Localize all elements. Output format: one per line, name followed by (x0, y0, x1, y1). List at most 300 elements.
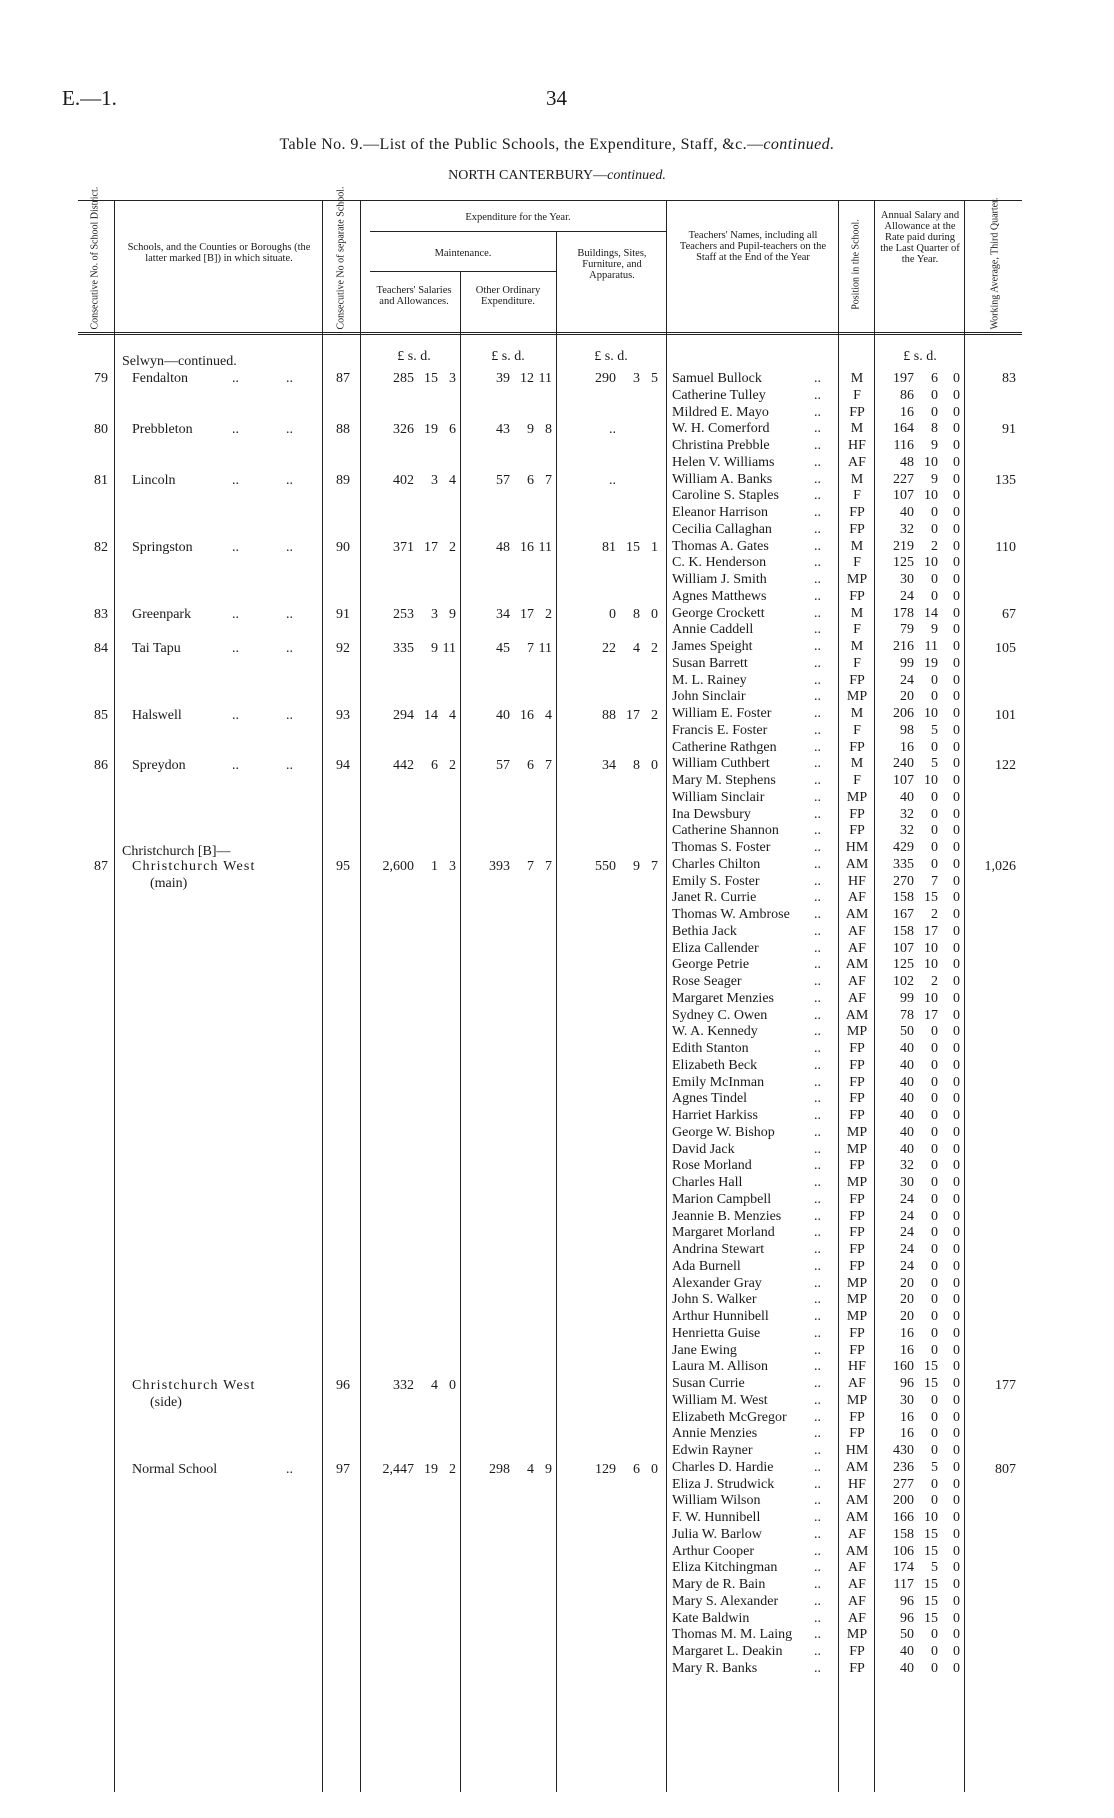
working-average: 177 (995, 1378, 1016, 1393)
salary-pounds: 40 (900, 1644, 914, 1659)
salary-pounds: 24 (900, 1259, 914, 1274)
salary-shillings: 0 (931, 823, 938, 838)
salary-pence: 0 (953, 1410, 960, 1425)
teacher-name: Thomas A. Gates (672, 539, 769, 554)
leader-dots: .. (814, 572, 821, 587)
salary-shillings: 0 (931, 405, 938, 420)
salary-pounds: 40 (900, 1058, 914, 1073)
salary-pounds: 102 (893, 974, 914, 989)
salary-shillings: 5 (931, 756, 938, 771)
teacher-position: M (850, 706, 864, 721)
salary-pounds: 32 (900, 522, 914, 537)
working-average: 807 (995, 1462, 1016, 1477)
teacher-position: HF (848, 1477, 866, 1492)
salaries-shillings: 1 (431, 859, 438, 874)
leader-dots: .. (286, 540, 293, 555)
salary-pounds: 117 (893, 1577, 914, 1592)
leader-dots: .. (814, 1661, 821, 1676)
teacher-position: MP (846, 1276, 868, 1291)
salary-pence: 0 (953, 706, 960, 721)
school-number: 87 (336, 371, 350, 386)
salary-shillings: 0 (931, 1477, 938, 1492)
teacher-name: Kate Baldwin (672, 1611, 750, 1626)
salary-shillings: 14 (924, 606, 938, 621)
buildings-shillings: 8 (633, 758, 640, 773)
salary-shillings: 19 (924, 656, 938, 671)
salary-pounds: 158 (893, 890, 914, 905)
salaries-shillings: 3 (431, 473, 438, 488)
teacher-position: HF (848, 1359, 866, 1374)
teacher-position: FP (849, 1410, 865, 1425)
teacher-position: FP (849, 1075, 865, 1090)
salary-shillings: 0 (931, 1493, 938, 1508)
teacher-position: MP (846, 790, 868, 805)
salary-pence: 0 (953, 1008, 960, 1023)
salary-shillings: 15 (924, 1544, 938, 1559)
salary-pence: 0 (953, 1091, 960, 1106)
salary-shillings: 7 (931, 874, 938, 889)
other-expenditure-pounds: 43 (496, 422, 510, 437)
leader-dots: .. (814, 673, 821, 688)
salary-pounds: 24 (900, 1242, 914, 1257)
leader-dots: .. (814, 1544, 821, 1559)
school-number: 91 (336, 607, 350, 622)
salary-shillings: 0 (931, 1259, 938, 1274)
school-name-line2: (main) (150, 876, 188, 891)
teacher-position: FP (849, 1426, 865, 1441)
salary-shillings: 10 (924, 941, 938, 956)
lsd-header-salaries: £ s. d. (397, 349, 431, 364)
salary-pounds: 40 (900, 1661, 914, 1676)
leader-dots: .. (814, 890, 821, 905)
teacher-name: Charles Chilton (672, 857, 761, 872)
teacher-position: FP (849, 823, 865, 838)
salary-pence: 0 (953, 974, 960, 989)
buildings: .. (609, 422, 616, 437)
other-expenditure-pounds: 57 (496, 758, 510, 773)
salary-pounds: 174 (893, 1560, 914, 1575)
teacher-name: W. H. Comerford (672, 421, 770, 436)
working-average: 110 (995, 540, 1016, 555)
salary-shillings: 0 (931, 1343, 938, 1358)
col-header-maintenance: Maintenance. (434, 248, 492, 259)
salary-shillings: 10 (924, 1510, 938, 1525)
salary-pounds: 166 (893, 1510, 914, 1525)
teacher-position: FP (849, 589, 865, 604)
salary-pounds: 30 (900, 1175, 914, 1190)
salary-pounds: 24 (900, 589, 914, 604)
salary-shillings: 8 (931, 421, 938, 436)
salary-pounds: 40 (900, 1075, 914, 1090)
leader-dots: .. (814, 1627, 821, 1642)
salaries-shillings: 19 (424, 422, 438, 437)
leader-dots: .. (814, 1276, 821, 1291)
other-expenditure-pence: 8 (545, 422, 552, 437)
salary-shillings: 0 (931, 1209, 938, 1224)
teacher-position: M (850, 756, 864, 771)
leader-dots: .. (814, 1058, 821, 1073)
other-expenditure-pounds: 40 (496, 708, 510, 723)
teacher-position: MP (846, 1175, 868, 1190)
teacher-position: FP (849, 673, 865, 688)
other-expenditure-pence: 7 (545, 758, 552, 773)
salary-pence: 0 (953, 890, 960, 905)
teacher-position: FP (849, 522, 865, 537)
salaries-pounds: 332 (393, 1378, 414, 1393)
school-name: Christchurch West (132, 859, 256, 874)
school-name: Prebbleton (132, 422, 193, 437)
buildings-pounds: 34 (602, 758, 616, 773)
salary-pence: 0 (953, 1326, 960, 1341)
teacher-name: M. L. Rainey (672, 673, 747, 688)
salary-shillings: 0 (931, 1142, 938, 1157)
leader-dots: .. (814, 1527, 821, 1542)
leader-dots: .. (814, 1460, 821, 1475)
leader-dots: .. (814, 874, 821, 889)
teacher-name: Andrina Stewart (672, 1242, 765, 1257)
district-number: 80 (94, 422, 108, 437)
salary-pounds: 24 (900, 1192, 914, 1207)
teacher-name: Charles D. Hardie (672, 1460, 774, 1475)
leader-dots: .. (814, 421, 821, 436)
teacher-name: James Speight (672, 639, 753, 654)
salary-pence: 0 (953, 438, 960, 453)
leader-dots: .. (286, 371, 293, 386)
teacher-position: MP (846, 1292, 868, 1307)
school-number: 95 (336, 859, 350, 874)
leader-dots: .. (814, 555, 821, 570)
salary-shillings: 0 (931, 689, 938, 704)
salary-shillings: 17 (924, 924, 938, 939)
buildings-shillings: 4 (633, 641, 640, 656)
col-header-salary: Annual Salary and Allowance at the Rate paid during the Last Quarter of the Year. (880, 210, 960, 265)
salary-pounds: 50 (900, 1024, 914, 1039)
salary-pence: 0 (953, 1209, 960, 1224)
salary-pounds: 98 (900, 723, 914, 738)
teacher-name: Mildred E. Mayo (672, 405, 769, 420)
teacher-position: AM (845, 957, 869, 972)
other-expenditure-shillings: 17 (520, 607, 534, 622)
school-name: Fendalton (132, 371, 188, 386)
salary-pounds: 167 (893, 907, 914, 922)
salary-pounds: 270 (893, 874, 914, 889)
salary-pence: 0 (953, 1343, 960, 1358)
teacher-name: John Sinclair (672, 689, 746, 704)
working-average: 91 (1002, 422, 1016, 437)
buildings-pounds: 22 (602, 641, 616, 656)
teacher-position: HM (845, 1443, 869, 1458)
teacher-name: Mary M. Stephens (672, 773, 776, 788)
salary-pence: 0 (953, 807, 960, 822)
salary-pounds: 40 (900, 1041, 914, 1056)
leader-dots: .. (814, 1292, 821, 1307)
teacher-position: FP (849, 1158, 865, 1173)
leader-dots: .. (814, 522, 821, 537)
leader-dots: .. (814, 1075, 821, 1090)
buildings: .. (609, 473, 616, 488)
salary-pounds: 32 (900, 823, 914, 838)
salary-pounds: 430 (893, 1443, 914, 1458)
other-expenditure-pence: 7 (545, 473, 552, 488)
salary-pounds: 20 (900, 1309, 914, 1324)
salary-shillings: 9 (931, 622, 938, 637)
teacher-name: Susan Currie (672, 1376, 745, 1391)
teacher-position: FP (849, 1091, 865, 1106)
working-average: 67 (1002, 607, 1016, 622)
leader-dots: .. (814, 606, 821, 621)
school-number: 92 (336, 641, 350, 656)
salary-pounds: 16 (900, 1343, 914, 1358)
school-number: 93 (336, 708, 350, 723)
teacher-position: AM (845, 1544, 869, 1559)
salary-pence: 0 (953, 405, 960, 420)
salary-pence: 0 (953, 756, 960, 771)
salary-pence: 0 (953, 589, 960, 604)
salary-pence: 0 (953, 1627, 960, 1642)
teacher-position: F (853, 773, 861, 788)
salary-pence: 0 (953, 388, 960, 403)
leader-dots: .. (814, 1611, 821, 1626)
leader-dots: .. (814, 840, 821, 855)
salary-shillings: 0 (931, 1410, 938, 1425)
teacher-position: MP (846, 1125, 868, 1140)
salary-pence: 0 (953, 1242, 960, 1257)
salary-pounds: 227 (893, 472, 914, 487)
salaries-pence: 11 (442, 641, 456, 656)
teacher-position: MP (846, 1627, 868, 1642)
leader-dots: .. (814, 1510, 821, 1525)
school-name: Normal School (132, 1462, 218, 1477)
leader-dots: .. (814, 1343, 821, 1358)
salary-pounds: 107 (893, 941, 914, 956)
salary-shillings: 0 (931, 673, 938, 688)
teacher-position: AM (845, 857, 869, 872)
salary-pence: 0 (953, 622, 960, 637)
salary-shillings: 0 (931, 522, 938, 537)
leader-dots: .. (814, 1410, 821, 1425)
other-expenditure-shillings: 9 (527, 422, 534, 437)
buildings-pounds: 81 (602, 540, 616, 555)
leader-dots: .. (814, 1594, 821, 1609)
other-expenditure-pounds: 48 (496, 540, 510, 555)
buildings-shillings: 15 (626, 540, 640, 555)
buildings-pence: 2 (651, 708, 658, 723)
leader-dots: .. (814, 1125, 821, 1140)
salary-shillings: 0 (931, 1393, 938, 1408)
teacher-position: AF (848, 455, 866, 470)
salary-pence: 0 (953, 1426, 960, 1441)
salary-shillings: 10 (924, 455, 938, 470)
teacher-name: Emily S. Foster (672, 874, 760, 889)
salary-shillings: 0 (931, 1041, 938, 1056)
teacher-position: F (853, 656, 861, 671)
document-code: E.—1. (62, 86, 117, 110)
salary-pounds: 178 (893, 606, 914, 621)
teacher-name: William Cuthbert (672, 756, 770, 771)
col-header-buildings: Buildings, Sites, Furniture, and Apparatus. (577, 248, 647, 281)
buildings-shillings: 3 (633, 371, 640, 386)
teacher-name: Agnes Tindel (672, 1091, 748, 1106)
teacher-name: Samuel Bullock (672, 371, 762, 386)
teacher-position: FP (849, 1661, 865, 1676)
salary-pounds: 16 (900, 1426, 914, 1441)
salary-pence: 0 (953, 991, 960, 1006)
other-expenditure-shillings: 16 (520, 708, 534, 723)
leader-dots: .. (232, 708, 239, 723)
teacher-position: M (850, 421, 864, 436)
salaries-pounds: 402 (393, 473, 414, 488)
salary-shillings: 0 (931, 1024, 938, 1039)
salary-shillings: 0 (931, 1091, 938, 1106)
teacher-name: Elizabeth McGregor (672, 1410, 787, 1425)
teacher-name: Thomas M. M. Laing (672, 1627, 793, 1642)
buildings-pounds: 290 (595, 371, 616, 386)
teacher-name: Jeannie B. Menzies (672, 1209, 782, 1224)
leader-dots: .. (814, 941, 821, 956)
col-header-salaries: Teachers' Salaries and Allowances. (376, 285, 452, 307)
salaries-pence: 0 (449, 1378, 456, 1393)
teacher-name: Edith Stanton (672, 1041, 749, 1056)
salary-shillings: 2 (931, 539, 938, 554)
salary-pounds: 40 (900, 1125, 914, 1140)
leader-dots: .. (286, 607, 293, 622)
buildings-pence: 0 (651, 758, 658, 773)
teacher-position: MP (846, 1309, 868, 1324)
salary-pence: 0 (953, 1376, 960, 1391)
teacher-position: AF (848, 941, 866, 956)
salaries-pence: 2 (449, 1462, 456, 1477)
salary-shillings: 10 (924, 488, 938, 503)
salary-pence: 0 (953, 656, 960, 671)
teacher-name: Agnes Matthews (672, 589, 767, 604)
teacher-name: George Petrie (672, 957, 750, 972)
teacher-position: MP (846, 689, 868, 704)
district-number: 81 (94, 473, 108, 488)
teacher-name: Thomas W. Ambrose (672, 907, 790, 922)
teacher-position: FP (849, 1242, 865, 1257)
teacher-position: F (853, 388, 861, 403)
salaries-pence: 6 (449, 422, 456, 437)
teacher-position: FP (849, 1058, 865, 1073)
teacher-name: Marion Campbell (672, 1192, 772, 1207)
salary-shillings: 10 (924, 773, 938, 788)
salary-pence: 0 (953, 1225, 960, 1240)
salary-pounds: 79 (900, 622, 914, 637)
salary-shillings: 0 (931, 1075, 938, 1090)
teacher-name: Bethia Jack (672, 924, 737, 939)
teacher-position: M (850, 371, 864, 386)
leader-dots: .. (814, 371, 821, 386)
salary-pence: 0 (953, 823, 960, 838)
leader-dots: .. (814, 1024, 821, 1039)
working-average: 1,026 (984, 859, 1016, 874)
salary-pence: 0 (953, 572, 960, 587)
salary-pence: 0 (953, 689, 960, 704)
salary-pence: 0 (953, 371, 960, 386)
teacher-name: John S. Walker (672, 1292, 757, 1307)
salary-shillings: 0 (931, 1292, 938, 1307)
salary-pounds: 106 (893, 1544, 914, 1559)
salaries-pence: 9 (449, 607, 456, 622)
leader-dots: .. (286, 422, 293, 437)
leader-dots: .. (814, 1577, 821, 1592)
leader-dots: .. (286, 473, 293, 488)
teacher-name: Cecilia Callaghan (672, 522, 772, 537)
salary-shillings: 0 (931, 1058, 938, 1073)
school-number: 94 (336, 758, 350, 773)
teacher-name: Annie Caddell (672, 622, 754, 637)
teacher-position: FP (849, 1108, 865, 1123)
leader-dots: .. (814, 1309, 821, 1324)
teacher-position: AF (848, 1594, 866, 1609)
leader-dots: .. (814, 505, 821, 520)
salary-pounds: 99 (900, 991, 914, 1006)
salaries-shillings: 6 (431, 758, 438, 773)
leader-dots: .. (814, 1560, 821, 1575)
salary-shillings: 5 (931, 723, 938, 738)
teacher-name: George W. Bishop (672, 1125, 775, 1140)
salary-pounds: 40 (900, 1142, 914, 1157)
other-expenditure-shillings: 12 (520, 371, 534, 386)
school-number: 89 (336, 473, 350, 488)
teacher-name: Catherine Rathgen (672, 740, 777, 755)
salaries-pence: 3 (449, 371, 456, 386)
salary-pounds: 30 (900, 1393, 914, 1408)
salary-pounds: 40 (900, 790, 914, 805)
teacher-name: Charles Hall (672, 1175, 743, 1190)
salary-pounds: 219 (893, 539, 914, 554)
salary-pounds: 24 (900, 1225, 914, 1240)
salaries-shillings: 15 (424, 371, 438, 386)
teacher-name: William E. Foster (672, 706, 772, 721)
school-number: 88 (336, 422, 350, 437)
other-expenditure-pence: 7 (545, 859, 552, 874)
teacher-name: Thomas S. Foster (672, 840, 771, 855)
salaries-pounds: 253 (393, 607, 414, 622)
working-average: 101 (995, 708, 1016, 723)
teacher-name: Eliza Kitchingman (672, 1560, 778, 1575)
salary-pence: 0 (953, 505, 960, 520)
district-number: 82 (94, 540, 108, 555)
teacher-name: William Sinclair (672, 790, 765, 805)
leader-dots: .. (814, 723, 821, 738)
leader-dots: .. (814, 1175, 821, 1190)
teacher-position: F (853, 488, 861, 503)
salary-pence: 0 (953, 673, 960, 688)
other-expenditure-shillings: 16 (520, 540, 534, 555)
teacher-position: M (850, 639, 864, 654)
salary-pence: 0 (953, 1594, 960, 1609)
salary-pence: 0 (953, 1158, 960, 1173)
salary-pence: 0 (953, 1644, 960, 1659)
salary-pounds: 99 (900, 656, 914, 671)
other-expenditure-pence: 11 (538, 371, 552, 386)
teacher-position: MP (846, 1024, 868, 1039)
salary-pence: 0 (953, 1510, 960, 1525)
salary-shillings: 2 (931, 974, 938, 989)
leader-dots: .. (232, 540, 239, 555)
teacher-name: Susan Barrett (672, 656, 748, 671)
salary-pounds: 40 (900, 1108, 914, 1123)
salary-pence: 0 (953, 723, 960, 738)
salary-pounds: 20 (900, 1276, 914, 1291)
buildings-pence: 1 (651, 540, 658, 555)
leader-dots: .. (814, 756, 821, 771)
teacher-name: Rose Morland (672, 1158, 752, 1173)
salaries-pounds: 442 (393, 758, 414, 773)
school-name: Christchurch West (132, 1378, 256, 1393)
salary-shillings: 0 (931, 740, 938, 755)
